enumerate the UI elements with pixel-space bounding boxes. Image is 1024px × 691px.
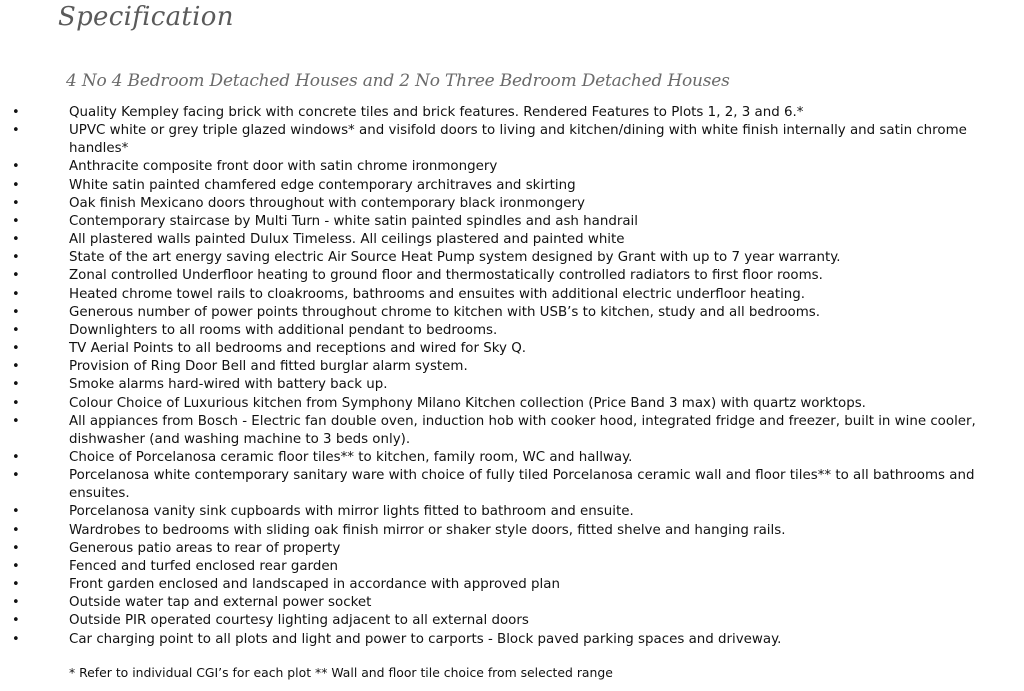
bullet-icon: • xyxy=(12,395,20,411)
list-item xyxy=(0,267,1024,285)
list-item-text: White satin painted chamfered edge contemporary architraves and skirting xyxy=(69,177,576,193)
list-item xyxy=(0,413,1024,449)
bullet-icon: • xyxy=(12,177,20,193)
list-item xyxy=(0,158,1024,176)
bullet-icon: • xyxy=(12,504,20,520)
list-item xyxy=(0,522,1024,540)
bullet-icon: • xyxy=(12,558,20,574)
bullet-icon: • xyxy=(12,123,20,139)
bullet-icon: • xyxy=(12,577,20,593)
list-item xyxy=(0,286,1024,304)
list-item xyxy=(0,177,1024,195)
list-item-text: Downlighters to all rooms with additional pendant to bedrooms. xyxy=(69,322,498,338)
list-item xyxy=(0,376,1024,394)
list-item-text: Car charging point to all plots and light and power to carports - Block paved parking spaces and driveway. xyxy=(69,631,782,647)
list-item-text: Porcelanosa vanity sink cupboards with mirror lights fitted to bathroom and ensuite. xyxy=(69,504,634,520)
list-item xyxy=(0,612,1024,630)
bullet-icon: • xyxy=(12,195,20,211)
list-item-text: Outside water tap and external power socket xyxy=(69,595,372,611)
bullet-icon: • xyxy=(12,631,20,647)
list-item-text: Porcelanosa white contemporary sanitary ware with choice of fully tiled Porcelanosa ceramic wall and floor tiles** to all bathrooms and ensuites. xyxy=(69,468,975,502)
bullet-icon: • xyxy=(12,540,20,556)
list-item-text: State of the art energy saving electric Air Source Heat Pump system designed by Grant with up to 7 year warranty. xyxy=(69,250,841,266)
bullet-icon: • xyxy=(12,359,20,375)
bullet-icon: • xyxy=(12,377,20,393)
list-item-text: Colour Choice of Luxurious kitchen from Symphony Milano Kitchen collection (Price Band 3 max) with quartz worktops. xyxy=(69,395,866,411)
list-item-text: Smoke alarms hard-wired with battery back up. xyxy=(69,377,388,393)
list-item xyxy=(0,540,1024,558)
list-item-text: Fenced and turfed enclosed rear garden xyxy=(69,558,339,574)
list-item xyxy=(0,358,1024,376)
list-item-text: Outside PIR operated courtesy lighting adjacent to all external doors xyxy=(69,613,529,629)
list-item xyxy=(0,304,1024,322)
list-item-text: Wardrobes to bedrooms with sliding oak finish mirror or shaker style doors, fitted shelve and hanging rails. xyxy=(69,522,786,538)
bullet-icon: • xyxy=(12,250,20,266)
bullet-icon: • xyxy=(12,341,20,357)
list-item xyxy=(0,231,1024,249)
list-item xyxy=(0,395,1024,413)
list-item xyxy=(0,340,1024,358)
list-item-text: UPVC white or grey triple glazed windows* and visifold doors to living and kitchen/dining with white finish internally and satin chrome handles* xyxy=(69,123,967,157)
list-item xyxy=(0,594,1024,612)
bullet-icon: • xyxy=(12,232,20,248)
list-item xyxy=(0,195,1024,213)
bullet-icon: • xyxy=(12,286,20,302)
list-item xyxy=(0,631,1024,649)
list-item-text: All appiances from Bosch - Electric fan double oven, induction hob with cooker hood, integrated fridge and freezer, built in wine cooler, dishwasher (and washing machine to 3 beds only). xyxy=(69,413,976,447)
list-item xyxy=(0,467,1024,503)
list-item-text: Quality Kempley facing brick with concrete tiles and brick features. Rendered Features to Plots 1, 2, 3 and 6.* xyxy=(69,105,804,120)
bullet-icon: • xyxy=(12,268,20,284)
section-subtitle: 4 No 4 Bedroom Detached Houses and 2 No Three Bedroom Detached Houses xyxy=(66,71,730,91)
list-item-text: Choice of Porcelanosa ceramic floor tiles** to kitchen, family room, WC and hallway. xyxy=(69,449,633,465)
bullet-icon: • xyxy=(12,468,20,484)
list-item xyxy=(0,104,1024,122)
list-item-text: TV Aerial Points to all bedrooms and receptions and wired for Sky Q. xyxy=(69,341,526,357)
bullet-icon: • xyxy=(12,105,20,120)
list-item xyxy=(0,503,1024,521)
list-item xyxy=(0,449,1024,467)
specification-list xyxy=(0,104,1024,649)
list-item-text: All plastered walls painted Dulux Timeless. All ceilings plastered and painted white xyxy=(69,232,625,248)
list-item xyxy=(0,249,1024,267)
list-item-text: Oak finish Mexicano doors throughout with contemporary black ironmongery xyxy=(69,195,585,211)
list-item-text: Contemporary staircase by Multi Turn - white satin painted spindles and ash handrail xyxy=(69,213,638,229)
bullet-icon: • xyxy=(12,322,20,338)
bullet-icon: • xyxy=(12,613,20,629)
list-item-text: Front garden enclosed and landscaped in accordance with approved plan xyxy=(69,577,560,593)
list-item xyxy=(0,322,1024,340)
list-item xyxy=(0,122,1024,158)
bullet-icon: • xyxy=(12,595,20,611)
bullet-icon: • xyxy=(12,413,20,429)
bullet-icon: • xyxy=(12,159,20,175)
bullet-icon: • xyxy=(12,449,20,465)
list-item-text: Anthracite composite front door with satin chrome ironmongery xyxy=(69,159,498,175)
footnote: * Refer to individual CGI’s for each plot ** Wall and floor tile choice from selected range xyxy=(69,665,613,680)
list-item-text: Zonal controlled Underfloor heating to ground floor and thermostatically controlled radiators to first floor rooms. xyxy=(69,268,823,284)
list-item-text: Generous number of power points throughout chrome to kitchen with USB’s to kitchen, study and all bedrooms. xyxy=(69,304,821,320)
list-item-text: Provision of Ring Door Bell and fitted burglar alarm system. xyxy=(69,359,468,375)
page-title: Specification xyxy=(58,2,234,32)
bullet-icon: • xyxy=(12,213,20,229)
list-item xyxy=(0,558,1024,576)
bullet-icon: • xyxy=(12,304,20,320)
bullet-icon: • xyxy=(12,522,20,538)
list-item-text: Heated chrome towel rails to cloakrooms, bathrooms and ensuites with additional electric underfloor heating. xyxy=(69,286,806,302)
list-item xyxy=(0,213,1024,231)
list-item-text: Generous patio areas to rear of property xyxy=(69,540,341,556)
list-item xyxy=(0,576,1024,594)
